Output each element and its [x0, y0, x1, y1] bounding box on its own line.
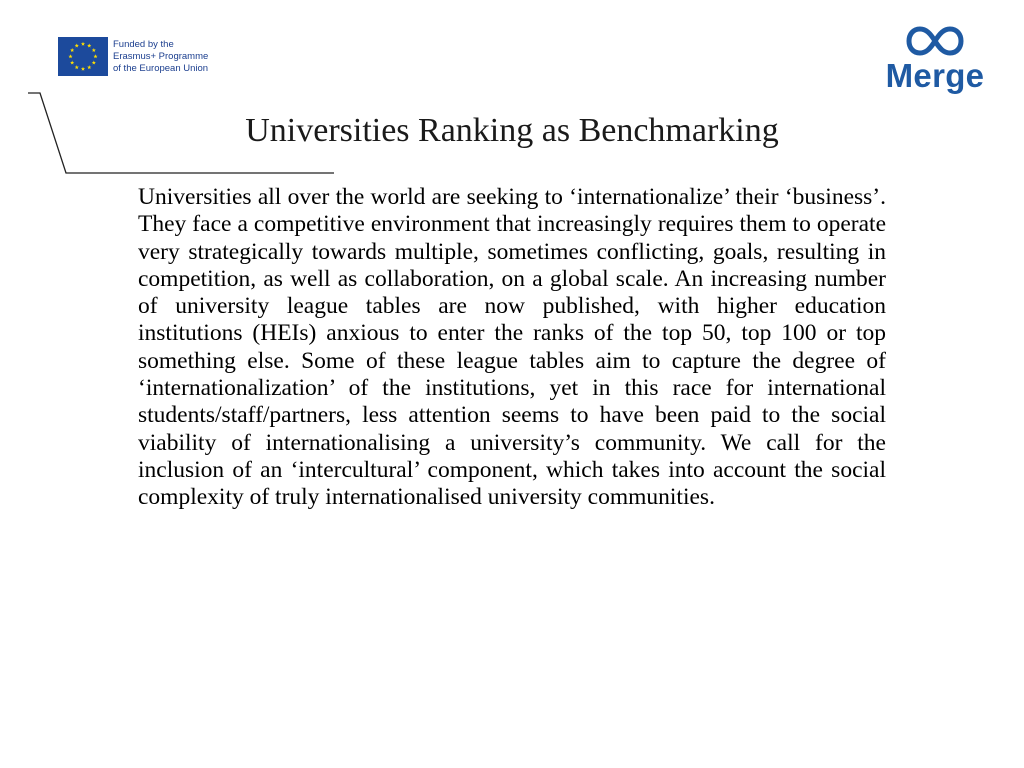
- eu-star-icon: [75, 65, 79, 69]
- eu-star-icon: [92, 61, 96, 65]
- slide-body-text: Universities all over the world are seeking to ‘internationalize’ their ‘business’. They face a competitive environment that increasingly requires them to operate very strategically towards multiple, sometimes conflicting, goals, resulting in competition, as well as collaboration, on a global scale. An increasing number of university league tables are now published, with higher education institutions (HEIs) anxious to enter the ranks of the top 50, top 100 or top something else. Some of these league tables aim to capture the degree of ‘internationalization’ of the institutions, yet in this race for international students/staff/partners, less attention seems to have been paid to the social viability of internationalising a university’s community. We call for the inclusion of an ‘intercultural’ component, which takes into account the social complexity of truly internationalised university communities.: [138, 184, 886, 511]
- eu-flag-icon: [58, 37, 108, 76]
- slide-title: Universities Ranking as Benchmarking: [245, 112, 779, 149]
- eu-star-icon: [70, 48, 74, 52]
- eu-text-line-2: Erasmus+ Programme: [113, 50, 209, 62]
- merge-logo: [880, 25, 990, 93]
- eu-star-icon: [92, 48, 96, 52]
- eu-star-icon: [87, 43, 91, 47]
- eu-star-icon: [81, 67, 85, 71]
- eu-funding-text: [113, 39, 208, 75]
- eu-star-icon: [70, 61, 74, 65]
- eu-text-line-3: of the European Union: [113, 62, 209, 74]
- eu-star-icon: [81, 42, 85, 46]
- merge-wordmark: Merge: [885, 57, 985, 94]
- eu-star-icon: [93, 54, 97, 58]
- eu-star-icon: [68, 54, 72, 58]
- eu-funding-logo: [58, 37, 208, 76]
- eu-text-line-1: Funded by the: [113, 38, 174, 50]
- infinity-loop-icon: [906, 25, 964, 57]
- eu-star-icon: [87, 65, 91, 69]
- eu-star-icon: [75, 43, 79, 47]
